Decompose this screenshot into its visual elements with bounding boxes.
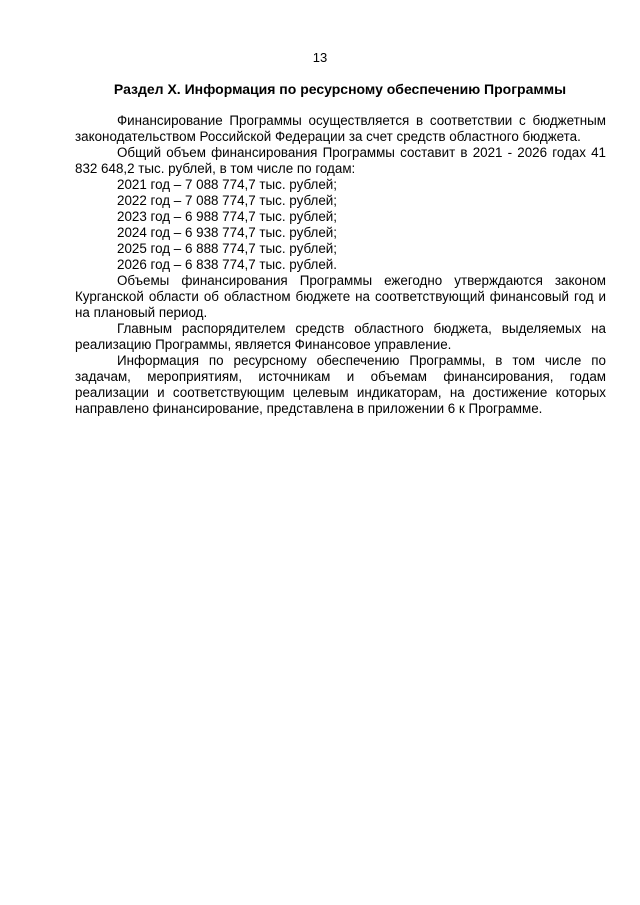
list-item-year-2024: 2024 год – 6 938 774,7 тыс. рублей; — [117, 225, 337, 240]
document-body — [75, 113, 606, 417]
list-item-year-2025: 2025 год – 6 888 774,7 тыс. рублей; — [117, 241, 337, 256]
paragraph-appendix-reference: Информация по ресурсному обеспечению Программы, в том числе по задачам, мероприятиям, источникам и объемам финансирования, годам реализации и соответствующим целевым индикаторам, на достижение которых направлено финансирование, представлена в приложении 6 к Программе. — [75, 353, 606, 416]
paragraph-financing-basis: Финансирование Программы осуществляется в соответствии с бюджетным законодательством Российской Федерации за счет средств областного бюджета. — [75, 113, 606, 144]
list-item-year-2023: 2023 год – 6 988 774,7 тыс. рублей; — [117, 209, 337, 224]
paragraph-annual-approval: Объемы финансирования Программы ежегодно утверждаются законом Курганской области об областном бюджете на соответствующий финансовый год и на плановый период. — [75, 273, 606, 320]
list-item-year-2026: 2026 год – 6 838 774,7 тыс. рублей. — [117, 257, 337, 272]
funding-by-year-list — [75, 177, 606, 273]
paragraph-total-volume: Общий объем финансирования Программы составит в 2021 - 2026 годах 41 832 648,2 тыс. рублей, в том числе по годам: — [75, 145, 606, 176]
list-item-year-2021: 2021 год – 7 088 774,7 тыс. рублей; — [117, 177, 337, 192]
list-item-year-2022: 2022 год – 7 088 774,7 тыс. рублей; — [117, 193, 337, 208]
page-number: 13 — [312, 50, 328, 65]
section-title: Раздел X. Информация по ресурсному обеспечению Программы — [113, 81, 567, 97]
paragraph-chief-administrator: Главным распорядителем средств областного бюджета, выделяемых на реализацию Программы, является Финансовое управление. — [75, 321, 606, 352]
